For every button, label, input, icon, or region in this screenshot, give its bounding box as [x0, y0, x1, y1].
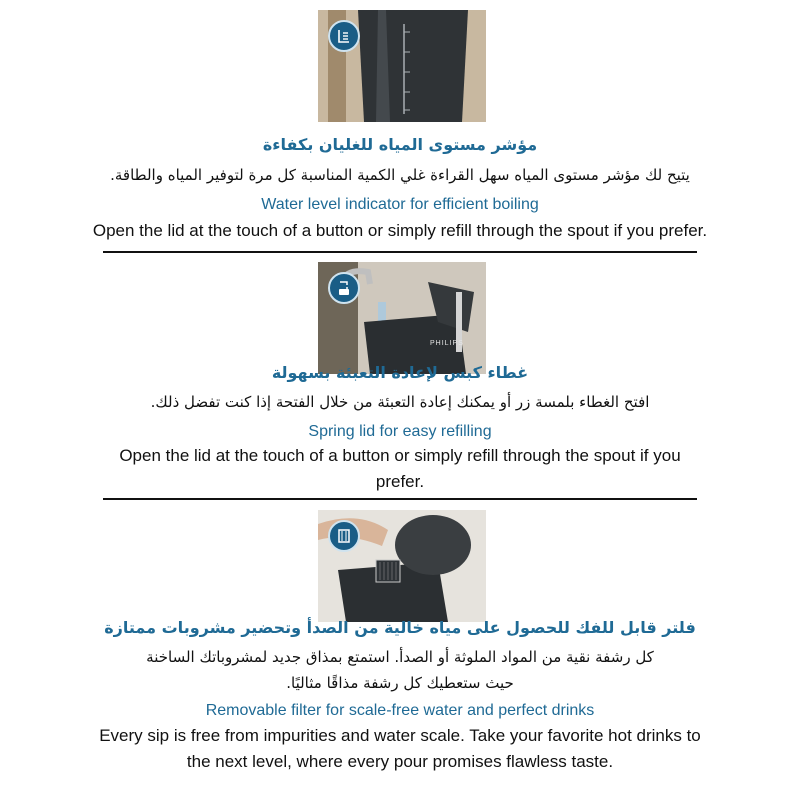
brand-label: PHILIPS [430, 340, 464, 347]
section-title-english: Water level indicator for efficient boiling [261, 196, 539, 213]
refill-image [318, 262, 486, 374]
water-level-icon [328, 20, 360, 52]
section-title-english: Spring lid for easy refilling [308, 423, 492, 440]
water-level-image [318, 10, 486, 122]
filter-image [318, 510, 486, 622]
section-divider [103, 498, 697, 500]
section-title-arabic: غطاء كبس لإعادة التعبئة بسهولة [271, 363, 529, 382]
section-text-arabic: حيث ستعطيك كل رشفة مذاقًا مثاليًا. [286, 674, 514, 692]
section-text-arabic: يتيح لك مؤشر مستوى المياه سهل القراءة غلي الكمية المناسبة كل مرة لتوفير المياه والطاقة. [110, 166, 690, 184]
refill-icon [328, 272, 360, 304]
section-text-english: prefer. [375, 472, 425, 491]
section-divider [103, 251, 697, 253]
section-title-arabic: مؤشر مستوى المياه للغليان بكفاءة [262, 135, 538, 154]
section-title-english: Removable filter for scale-free water and perfect drinks [205, 702, 595, 719]
section-text-english: Open the lid at the touch of a button or simply refill through the spout if you [119, 446, 681, 465]
section-text-english: Open the lid at the touch of a button or simply refill through the spout if you prefer. [92, 221, 708, 240]
section-text-english: the next level, where every pour promises flawless taste. [186, 752, 614, 771]
section-text-arabic: افتح الغطاء بلمسة زر أو يمكنك إعادة التعبئة من خلال الفتحة إذا كنت تفضل ذلك. [150, 393, 650, 411]
section-title-arabic: فلتر قابل للفك للحصول على مياه خالية من الصدأ وتحضير مشروبات ممتازة [104, 618, 696, 637]
filter-icon [328, 520, 360, 552]
section-text-english: Every sip is free from impurities and water scale. Take your favorite hot drinks to [99, 726, 701, 745]
section-text-arabic: كل رشفة نقية من المواد الملوثة أو الصدأ. استمتع بمذاق جديد لمشروباتك الساخنة [146, 648, 654, 666]
